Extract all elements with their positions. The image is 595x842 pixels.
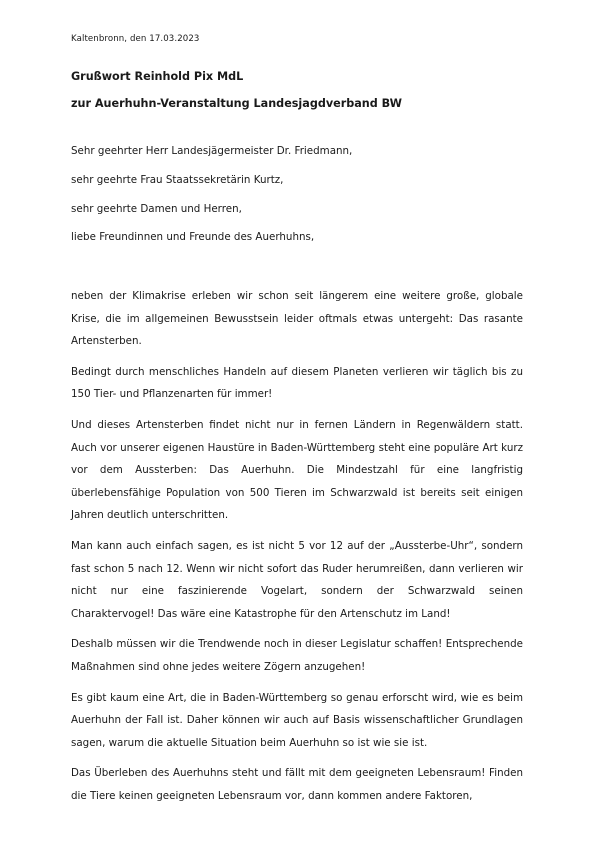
paragraph: Deshalb müssen wir die Trendwende noch in dieser Legislatur schaffen! Entsprechende Maßnahmen sind ohne jedes weitere Zögern anzugehen!	[71, 638, 523, 673]
greeting-line: sehr geehrte Damen und Herren,	[71, 203, 242, 215]
paragraph: Bedingt durch menschliches Handeln auf diesem Planeten verlieren wir täglich bis zu 150 Tier- und Pflanzenarten für immer!	[71, 365, 523, 401]
paragraph: Und dieses Artensterben findet nicht nur in fernen Ländern in Regenwäldern statt. Auch vor unserer eigenen Haustüre in Baden-Württemberg steht eine populäre Art kurz vor dem Aussterben: Das Auerhuhn. Die Mindestzahl für eine langfristig überlebensfähige Population von 500 Tieren im Schwarzwald ist bereits seit einigen Jahren deutlich unterschritten.	[71, 418, 523, 522]
paragraph: Man kann auch einfach sagen, es ist nicht 5 vor 12 auf der „Aussterbe-Uhr“, sondern fast schon 5 nach 12. Wenn wir nicht sofort das Ruder herumreißen, dann verlieren wir nicht nur eine faszinierende Vogelart, sondern der Schwarzwald seinen Charaktervogel! Das wäre eine Katastrophe für den Artenschutz im Land!	[71, 539, 523, 620]
title-line-1: Grußwort Reinhold Pix MdL	[71, 70, 244, 83]
paragraph: Das Überleben des Auerhuhns steht und fällt mit dem geeigneten Lebensraum! Finden die Tiere keinen geeigneten Lebensraum vor, dann kommen andere Faktoren,	[71, 767, 523, 802]
dateline: Kaltenbronn, den 17.03.2023	[71, 34, 200, 44]
greeting-line: Sehr geehrter Herr Landesjägermeister Dr. Friedmann,	[71, 145, 353, 157]
title-line-2: zur Auerhuhn-Veranstaltung Landesjagdverband BW	[71, 97, 402, 110]
greeting-line: liebe Freundinnen und Freunde des Auerhuhns,	[71, 231, 315, 243]
paragraph: neben der Klimakrise erleben wir schon seit längerem eine weitere große, globale Krise, die im allgemeinen Bewusstsein leider oftmals etwas untergeht: Das rasante Artensterben.	[71, 290, 523, 348]
greeting-line: sehr geehrte Frau Staatssekretärin Kurtz,	[71, 174, 284, 186]
speech-body	[71, 285, 523, 815]
paragraph: Es gibt kaum eine Art, die in Baden-Württemberg so genau erforscht wird, wie es beim Auerhuhn der Fall ist. Daher können wir auch auf Basis wissenschaftlicher Grundlagen sagen, warum die aktuelle Situation beim Auerhuhn so ist wie sie ist.	[71, 691, 523, 749]
